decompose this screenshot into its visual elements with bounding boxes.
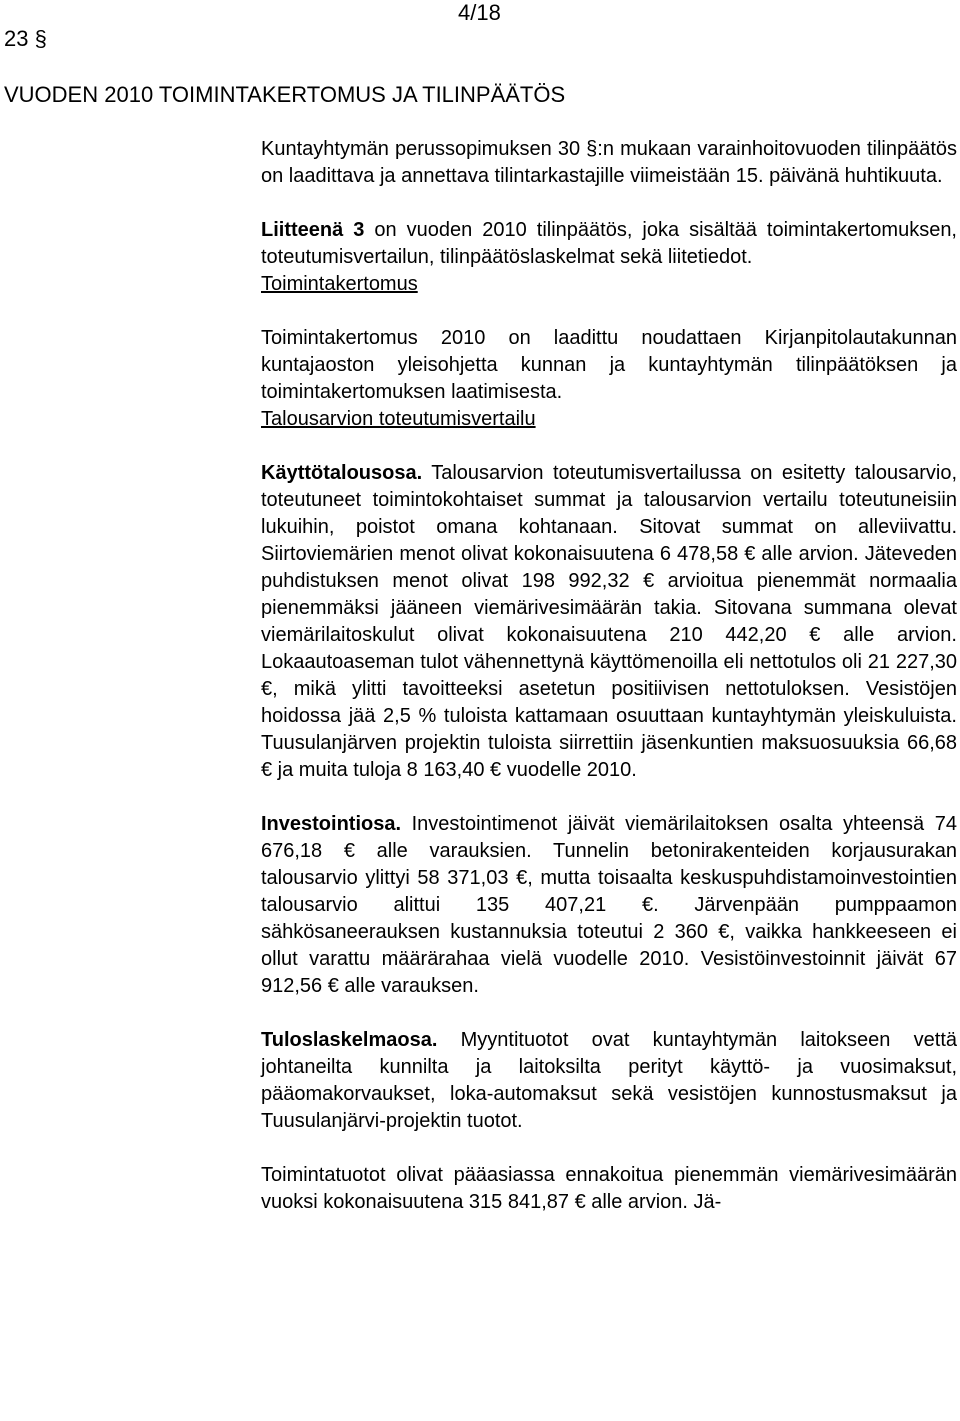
investointi-text: Investointimenot jäivät viemärilaitoksen osalta yhteensä 74 676,18 € alle varauksien. Tunnelin betonirakenteiden korjausurakan talousarvio ylittyi 58 371,03 €, mutta toisaalta keskuspuhdistamoinvestointien talousarvio alittui 135 407,21 €. Järvenpään pumppaamon sähkösaneerauksen kustannuksia toteutui 2 360 €, vaikka hankkeeseen ei ollut varattu määrärahaa vielä vuodelle 2010. Vesistöinvestoinnit jäivät 67 912,56 € alle varauksen.: [261, 813, 957, 997]
paragraph-kayttotalous: [261, 460, 957, 784]
paragraph-attachment: [261, 217, 957, 271]
heading-toteutumisvertailu: Talousarvion toteutumisvertailu: [261, 408, 536, 430]
page-number: 4/18: [458, 0, 501, 25]
investointi-label: Investointiosa.: [261, 813, 402, 835]
kayttotalous-label: Käyttötalousosa.: [261, 462, 423, 484]
heading-toimintakertomus: Toimintakertomus: [261, 273, 418, 295]
paragraph-toimintatuotot: Toimintatuotot olivat pääasiassa ennakoitua pienemmän viemärivesimäärän vuoksi kokonaisuutena 315 841,87 € alle arvion. Jä-: [261, 1164, 957, 1213]
paragraph-tuloslaskelma: [261, 1027, 957, 1135]
attachment-label: Liitteenä 3: [261, 219, 365, 241]
kayttotalous-text: Talousarvion toteutumisvertailussa on esitetty talousarvio, toteutuneet toimintokohtaiset summat ja talousarvion vertailu toteutuneisiin lukuihin, poistot omana kohtanaan. Sitovat summat on alleviivattu. Siirtoviemärien menot olivat kokonaisuutena 6 478,58 € alle arvion. Jäteveden puhdistuksen menot olivat 198 992,32 € arvioitua pienemmät normaalia pienemmäksi jääneen viemärivesimäärän takia. Sitovana summana olevat viemärilaitoskulut olivat kokonaisuutena 210 442,20 € alle arvion. Lokaautoaseman tulot vähennettynä käyttömenoilla eli nettotulos oli 21 227,30 €, mikä ylitti tavoitteeksi asetetun positiivisen nettotuloksen. Vesistöjen hoidossa jää 2,5 % tuloista kattamaan osuuttaan kuntayhtymän yleiskuluista. Tuusulanjärven projektin tuloista siirrettiin jäsenkuntien maksuosuuksia 66,68 € ja muita tuloja 8 163,40 € vuodelle 2010.: [261, 462, 957, 781]
attachment-text: on vuoden 2010 tilinpäätös, joka sisältää toimintakertomuksen, toteutumisvertailun, tilinpäätöslaskelmat sekä liitetiedot.: [261, 219, 957, 268]
paragraph-intro: Kuntayhtymän perussopimuksen 30 §:n mukaan varainhoitovuoden tilinpäätös on laadittava ja annettava tilintarkastajille viimeistään 15. päivänä huhtikuuta.: [261, 138, 957, 187]
paragraph-toimintakertomus: Toimintakertomus 2010 on laadittu noudattaen Kirjanpitolautakunnan kuntajaoston yleisohjetta kunnan ja kuntayhtymän tilinpäätöksen ja toimintakertomuksen laatimisesta.: [261, 327, 957, 403]
tuloslaskelma-text: Myyntituotot ovat kuntayhtymän laitokseen vettä johtaneilta kunnilta ja laitoksilta perityt käyttö- ja vuosimaksut, pääomakorvaukset, loka-automaksut sekä vesistöjen kunnostusmaksut ja Tuusulanjärvi-projektin tuotot.: [261, 1029, 957, 1132]
paragraph-investointi: [261, 811, 957, 1000]
document-title: VUODEN 2010 TOIMINTAKERTOMUS JA TILINPÄÄTÖS: [4, 82, 566, 107]
section-number: 23 §: [4, 26, 47, 51]
tuloslaskelma-label: Tuloslaskelmaosa.: [261, 1029, 438, 1051]
body-text-column: [261, 136, 957, 1216]
